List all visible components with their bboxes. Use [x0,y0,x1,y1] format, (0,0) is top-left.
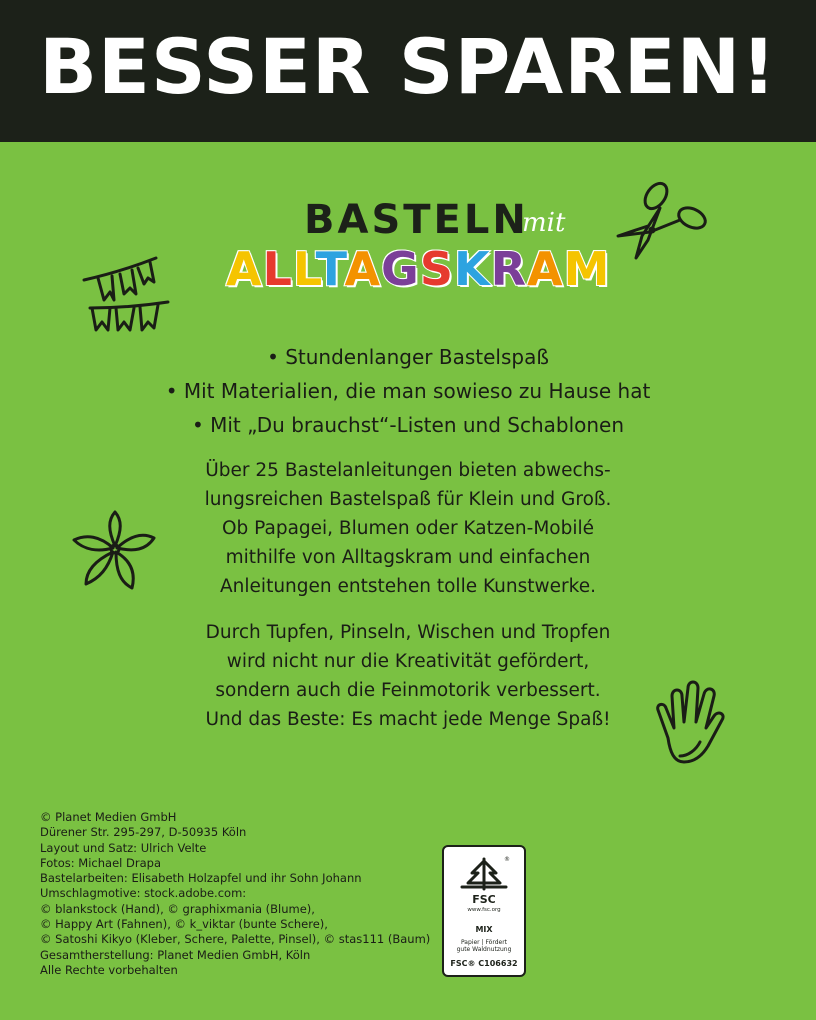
fsc-brand: FSC [472,893,496,906]
header-bar [0,0,816,142]
text-line: Und das Beste: Es macht jede Menge Spaß! [205,709,611,730]
description-paragraph-2 [0,618,816,734]
list-item: • Mit „Du brauchst“-Listen und Schablonen [191,413,625,437]
description-paragraph-1 [0,456,816,601]
logo-letter: A [527,242,564,296]
credit-line: © blankstock (Hand), © graphixmania (Blume), [40,901,315,916]
text-line: Anleitungen entstehen tolle Kunstwerke. [220,576,596,597]
logo-letter: G [381,242,420,296]
logo-letter: K [453,242,491,296]
book-logo [200,198,620,298]
logo-letter: T [315,242,345,296]
credit-line: Gesamtherstellung: Planet Medien GmbH, Köln [40,947,311,962]
logo-letter: S [419,242,454,296]
scissors-icon [612,178,712,270]
fsc-desc-line: gute Waldnutzung [456,946,512,953]
logo-mit: mit [522,208,566,238]
fsc-desc-line: Papier | Fördert [460,939,508,946]
fsc-label [442,845,526,977]
logo-basteln: BASTELN [304,197,529,243]
logo-letter: R [490,242,528,296]
imprint-credits [40,810,430,978]
fsc-website: www.fsc.org [467,907,501,913]
credit-line: © Happy Art (Fahnen), © k_viktar (bunte Schere), [40,917,328,932]
fsc-tree-icon [458,853,510,893]
bunting-icon [80,250,172,342]
credit-line: Alle Rechte vorbehalten [40,962,178,977]
fsc-description [446,939,522,953]
credit-line: Umschlagmotive: stock.adobe.com: [40,886,247,901]
text-line: Ob Papagei, Blumen oder Katzen-Mobilé [221,518,595,539]
text-line: wird nicht nur die Kreativität gefördert, [226,651,590,672]
list-item: • Mit Materialien, die man sowieso zu Hause hat [165,379,651,403]
credit-line: Dürener Str. 295-297, D-50935 Köln [40,825,247,840]
credit-line: Layout und Satz: Ulrich Velte [40,840,207,855]
logo-alltagskram [226,244,610,294]
fsc-code: FSC® C106632 [450,959,518,968]
logo-letter: A [226,242,263,296]
logo-letter: A [344,242,382,296]
list-item: • Stundenlanger Bastelspaß [267,345,549,369]
logo-letter: L [292,242,316,296]
fsc-mix: MIX [475,925,493,934]
text-line: mithilfe von Alltagskram und einfachen [225,547,591,568]
page-title: BESSER SPAREN! [39,22,777,111]
credit-line: © Planet Medien GmbH [40,810,177,824]
feature-list [0,340,816,442]
text-line: Über 25 Bastelanleitungen bieten abwechs- [205,460,611,481]
svg-text:®: ® [504,856,510,863]
text-line: lungsreichen Bastelspaß für Klein und Groß. [204,489,612,510]
logo-letter: M [563,242,611,296]
credit-line: © Satoshi Kikyo (Kleber, Schere, Palette, Pinsel), © stas111 (Baum) [40,932,431,947]
credit-line: Fotos: Michael Drapa [40,855,161,870]
logo-letter: L [262,242,293,296]
text-line: sondern auch die Feinmotorik verbessert. [215,680,601,701]
credit-line: Bastelarbeiten: Elisabeth Holzapfel und ihr Sohn Johann [40,871,362,886]
text-line: Durch Tupfen, Pinseln, Wischen und Tropfen [205,622,611,643]
